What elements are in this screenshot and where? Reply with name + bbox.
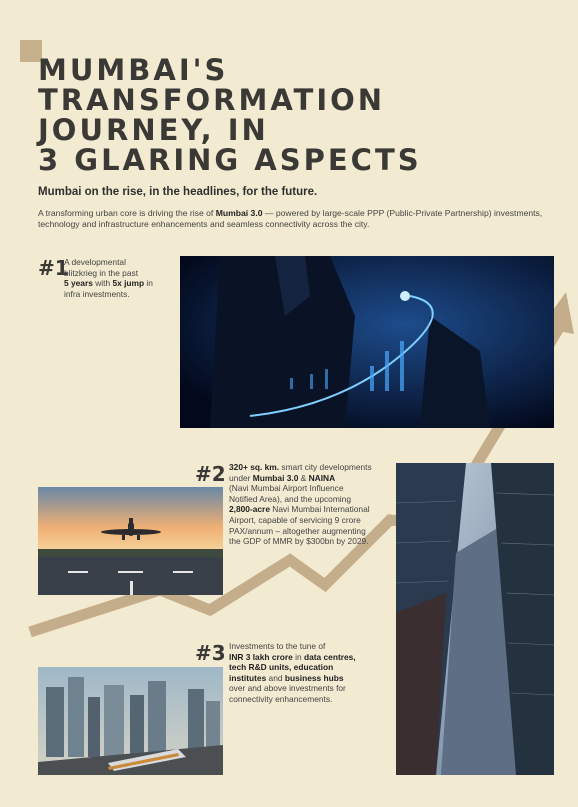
skyscrapers-photo xyxy=(396,463,554,775)
aspect-3-text: Investments to the tune of INR 3 lakh crore in data centres, tech R&D units, education institutes and business hubs over and above investments for connectivity enhancements. xyxy=(229,641,356,704)
airport-runway-photo xyxy=(38,487,223,595)
page-title xyxy=(38,55,558,175)
aspect-3-number: #3 xyxy=(195,641,226,665)
subtitle: Mumbai on the rise, in the headlines, for the future. xyxy=(38,186,318,198)
title-line: TRANSFORMATION xyxy=(38,83,386,117)
aspect-1-number: #1 xyxy=(38,256,69,280)
growth-chart-photo xyxy=(180,256,554,428)
aspect-1-text: A developmental blitzkrieg in the past 5 years with 5x jump in infra investments. xyxy=(64,257,153,299)
title-line: MUMBAI'S xyxy=(38,53,229,87)
title-line: 3 GLARING ASPECTS xyxy=(38,143,422,177)
city-metro-photo xyxy=(38,667,223,775)
aspect-2-number: #2 xyxy=(195,462,226,486)
aspect-2-text: 320+ sq. km. smart city developments under Mumbai 3.0 & NAINA (Navi Mumbai Airport Influence Notified Area), and the upcoming 2,800-acre Navi Mumbai International Airport, capable of servicing 9 crore PAX/annum – altogether augmenting the GDP of MMR by $300bn by 2029. xyxy=(229,462,372,547)
intro-paragraph: A transforming urban core is driving the rise of Mumbai 3.0 — powered by large-scale PPP (Public-Private Partnership) investments, technology and infrastructure enhancements and seamless connectivity across the city. xyxy=(38,208,543,229)
title-line: JOURNEY, IN xyxy=(38,113,269,147)
